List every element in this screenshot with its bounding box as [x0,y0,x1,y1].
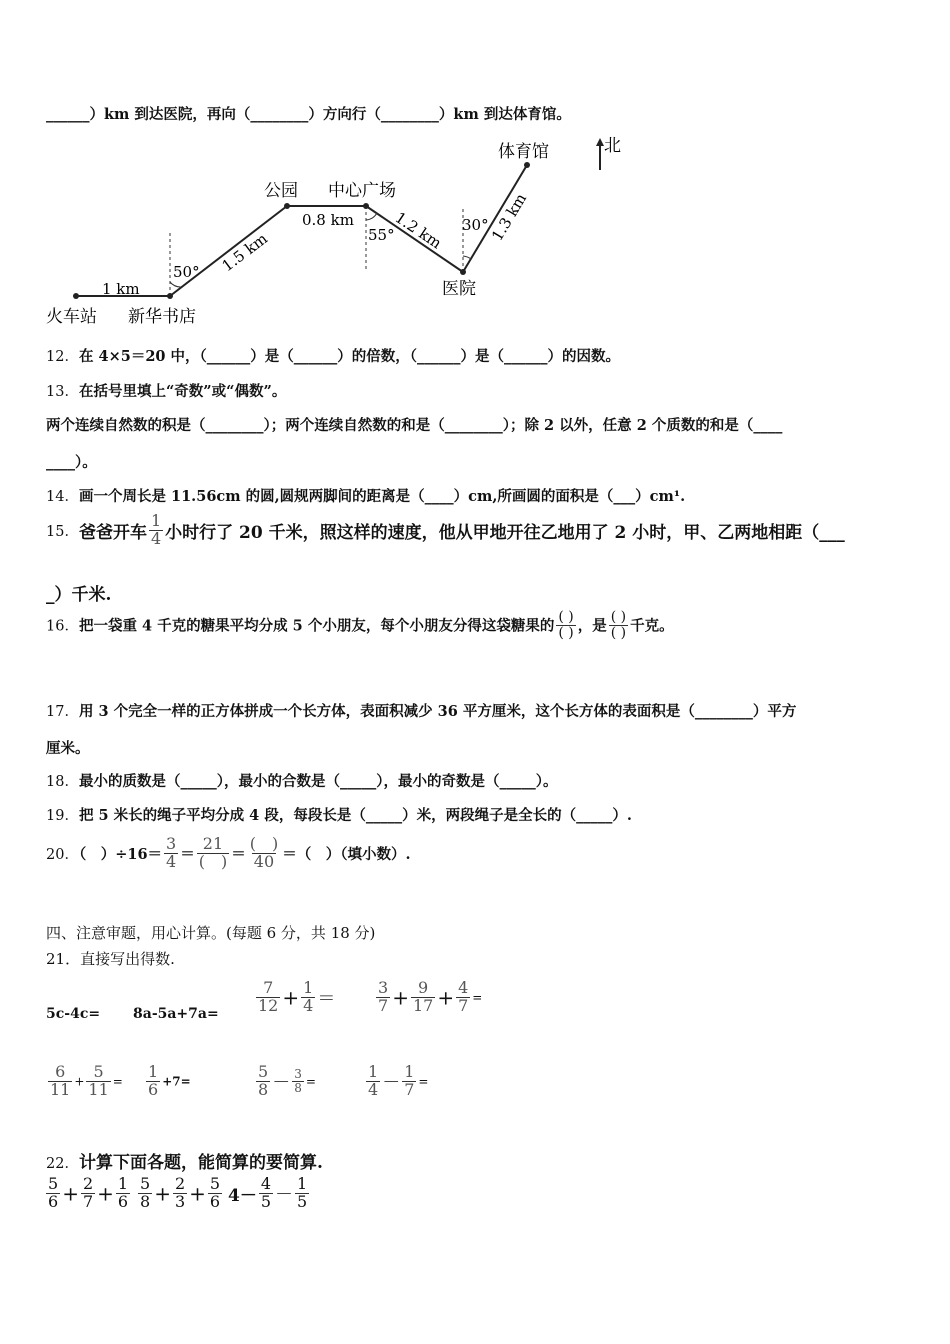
question-number: 22． [46,1156,79,1172]
question-21-title [46,948,175,969]
expr-22-2: $\frac{5}{8}$ + $\frac{2}{3}$ + $\frac{5}{6}$ [140,1174,221,1211]
dist-bookstore-park: 1.5 km [218,229,271,276]
equals-sign: ＝ [231,845,246,863]
question-text-pre: 把一袋重 4 千克的糖果平均分成 5 个小朋友，每个小朋友分得这袋糖果的 [78,617,555,635]
question-text: 直接写出得数. [80,950,175,968]
label-station: 火车站 [46,307,97,327]
question-13-line1: 两个连续自然数的积是（________）；两个连续自然数的和是（________）；除 2 以外，任意 2 个质数的和是（____ [46,417,783,434]
question-number: 15． [46,523,79,540]
angle-arc-50 [170,282,181,287]
route-map [40,130,640,335]
question-text: 在 4×5＝20 中，（______）是（______）的倍数，（______）是（______）的因数。 [78,348,621,365]
calc-5-8-minus-3-8: $\frac{5}{8}$ － $\frac{3}{8}$ = [258,1062,316,1099]
angle-label-50: 50° [173,263,200,281]
point-park [284,203,290,209]
question-15 [46,513,845,548]
label-park: 公园 [264,181,298,201]
question-text-pre: 爸爸开车 [78,522,147,543]
question-16 [46,610,674,640]
question-17 [46,700,796,721]
dist-hospital-stadium: 1.3 km [487,190,531,245]
route-bookstore-park [170,206,287,296]
question-11-continuation: ______）km 到达医院，再向（________）方向行（________）km 到达体育馆。 [46,106,571,123]
fraction-blank-1: $\frac{( )}{( )}$ [558,609,574,641]
question-15-line2: _）千米. [46,585,112,605]
angle-arc-30 [463,256,471,259]
equals-sign: ＝ [180,845,195,863]
north-arrow-head [596,138,604,146]
question-number: 12． [46,349,79,365]
question-13-title [46,380,286,401]
question-text: 把 5 米长的绳子平均分成 4 段，每段长是（_____）米，两段绳子是全长的（_____）. [78,807,632,824]
question-number: 21． [46,950,81,968]
angle-arc-55 [366,213,377,220]
question-22-title [46,1148,323,1173]
question-text: 画一个周长是 11.56cm 的圆,圆规两脚间的距离是（____）cm,所画圆的面积是（___）cm¹. [78,488,686,505]
question-number: 14． [46,489,79,505]
fraction-blank-40: $\frac{( )}{40}$ [249,834,279,871]
question-number: 18． [46,774,79,790]
question-number: 20． [46,846,79,863]
question-number: 17． [46,704,79,720]
question-19 [46,804,632,825]
fraction-21-blank: $\frac{21}{( )}$ [198,834,228,871]
point-center [363,203,369,209]
question-text-post: 千克。 [630,617,674,635]
question-text: 用 3 个完全一样的正方体拼成一个长方体，表面积减少 36 平方厘米，这个长方体的表面积是（________）平方 [78,703,797,720]
label-north: 北 [604,136,621,156]
dist-center-hospital: 1.2 km [391,208,445,253]
expr-22-3: 4－ $\frac{4}{5}$ － $\frac{1}{5}$ [228,1174,308,1211]
expr-22-1: $\frac{5}{6}$ + $\frac{2}{7}$ + $\frac{1}{6}$ [48,1174,129,1211]
question-number: 16． [46,618,79,635]
question-18 [46,770,557,791]
question-number: 13． [46,384,79,400]
calc-1-4-minus-1-7: $\frac{1}{4}$ － $\frac{1}{7}$ = [368,1062,429,1099]
dist-station-bookstore: 1 km [102,280,140,298]
question-17-line2: 厘米。 [46,740,90,757]
point-station [73,293,79,299]
question-text-mid: ，是 [577,617,607,635]
angle-label-55: 55° [368,226,395,244]
label-stadium: 体育馆 [498,142,549,162]
question-text-a: （ ）÷16＝ [78,845,163,863]
section-heading-4: 四、注意审题，用心计算。(每题 6 分，共 18 分) [46,924,376,942]
question-text-post: 小时行了 20 千米，照这样的速度，他从甲地开往乙地用了 2 小时，甲、乙两地相距（___ [165,522,845,543]
question-text-tail: ＝（ ）（填小数）. [282,845,411,863]
label-center: 中心广场 [328,181,396,201]
point-stadium [524,162,530,168]
question-text: 在括号里填上“奇数”或“偶数”。 [78,383,287,400]
label-bookstore: 新华书店 [128,307,196,327]
question-14 [46,485,685,506]
question-20 [46,836,411,871]
calc-7-12-plus-1-4: $\frac{7}{12}$ + $\frac{1}{4}$ ＝ [258,978,336,1015]
calc-8a: 8a-5a+7a= [133,1006,219,1022]
label-hospital: 医院 [442,279,476,299]
fraction-blank-2: $\frac{( )}{( )}$ [610,609,627,641]
fraction-3-4: $\frac{3}{4}$ [166,834,177,871]
question-text: 最小的质数是（_____），最小的合数是（_____），最小的奇数是（_____）。 [78,773,558,790]
question-text: 计算下面各题，能简算的要简算. [78,1153,323,1173]
question-12 [46,345,620,366]
angle-label-30: 30° [462,216,489,234]
question-13-line2: ____）。 [46,454,97,471]
calc-1-6-plus-7: $\frac{1}{6}$ +7= [148,1062,191,1099]
fraction-quarter: $\frac{1}{4}$ [150,511,162,548]
calc-5c-4c: 5c-4c= [46,1006,101,1022]
point-bookstore [167,293,173,299]
dist-park-center: 0.8 km [302,211,354,229]
point-hospital [460,269,466,275]
question-number: 19． [46,808,79,824]
calc-3-7-plus-9-17-plus-4-7: $\frac{3}{7}$ + $\frac{9}{17}$ + $\frac{4}{7}$ = [378,978,483,1015]
calc-6-11-plus-5-11: $\frac{6}{11}$ + $\frac{5}{11}$ = [50,1062,123,1099]
